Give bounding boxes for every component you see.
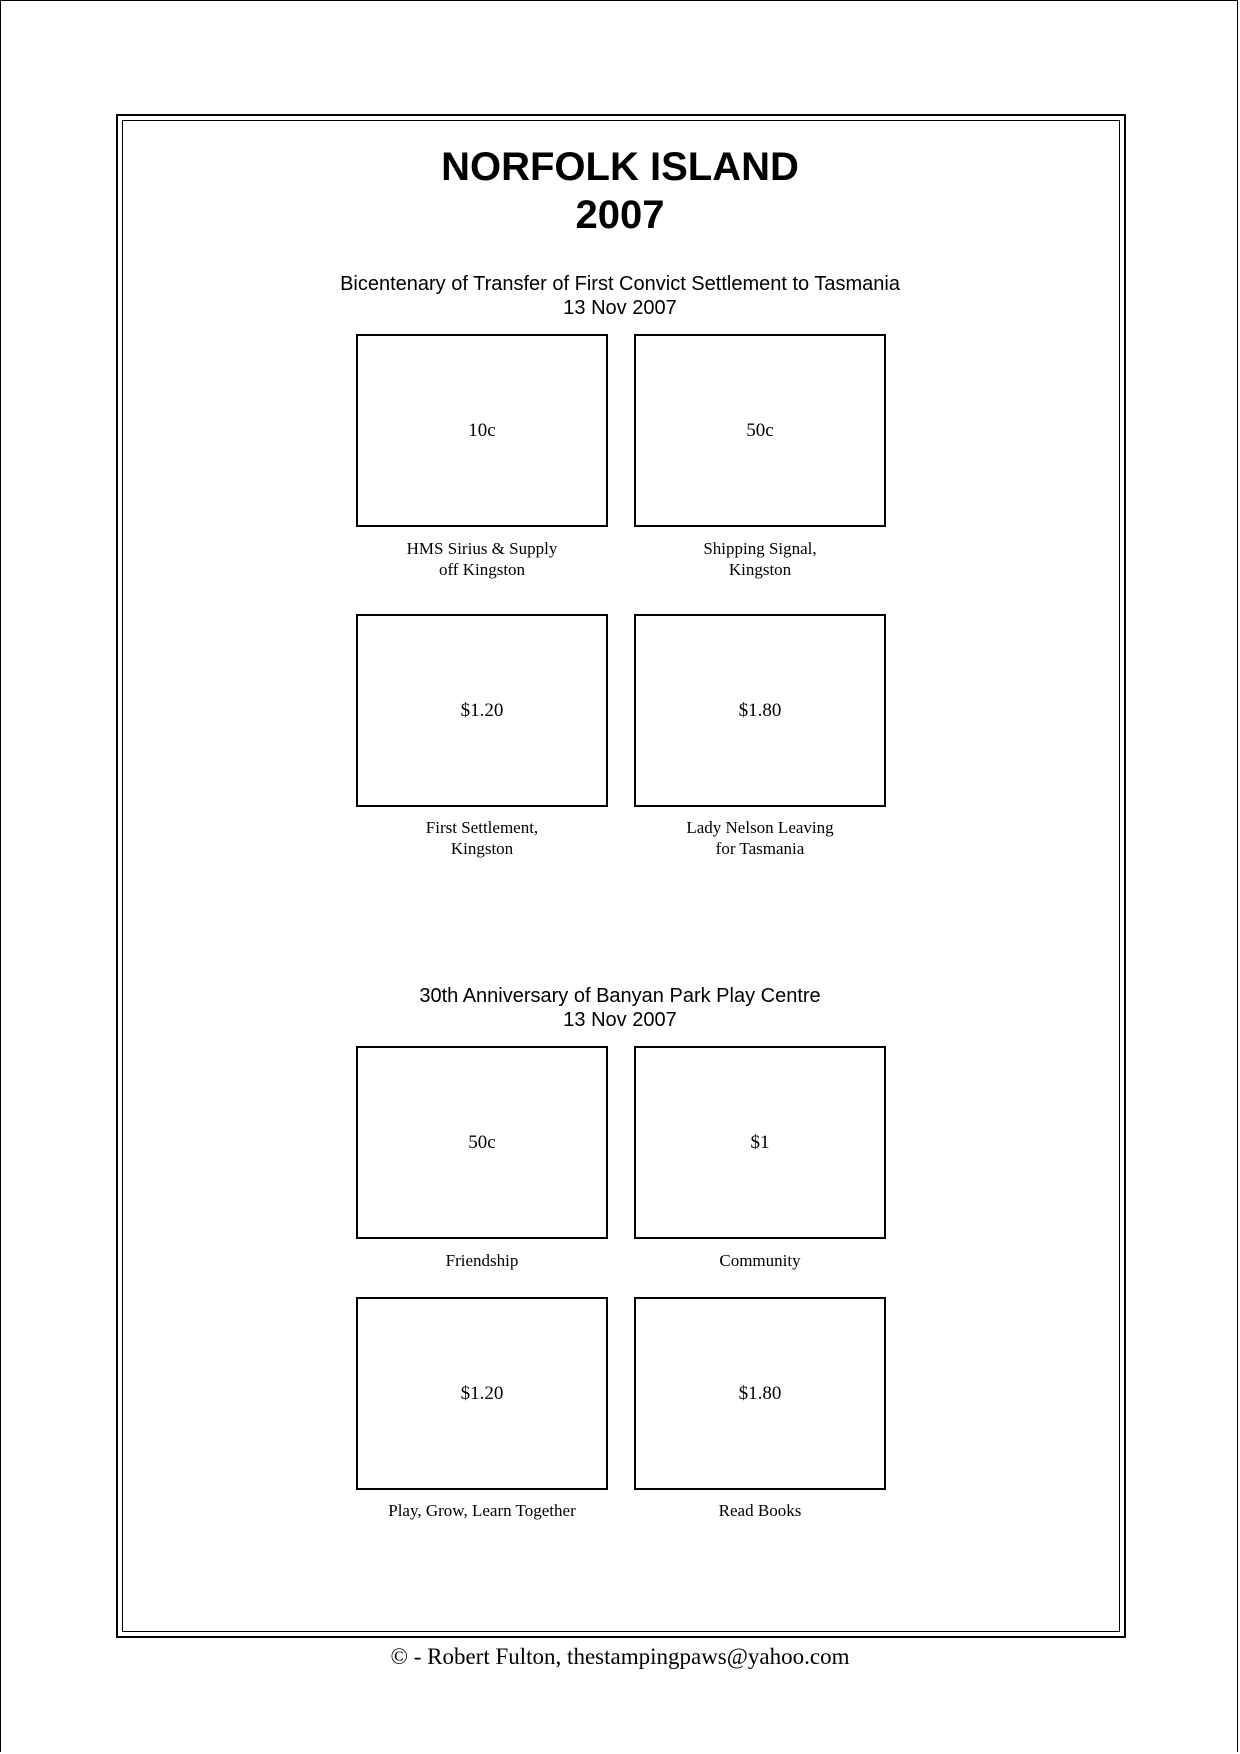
stamp-slot — [356, 614, 608, 807]
stamp-caption-line: Lady Nelson Leaving — [686, 818, 834, 837]
stamp-caption-line: Read Books — [718, 1501, 802, 1520]
stamp-value: $1.80 — [738, 699, 782, 721]
stamp-slot — [634, 614, 886, 807]
stamp-caption — [332, 1500, 632, 1521]
stamp-caption — [610, 817, 910, 859]
stamp-slot — [356, 334, 608, 527]
stamp-slot — [634, 334, 886, 527]
stamp-caption-line: for Tasmania — [715, 839, 805, 858]
stamp-caption — [332, 538, 632, 580]
copyright-footer: © - Robert Fulton, thestampingpaws@yahoo.com — [390, 1644, 850, 1669]
section-1-date: 13 Nov 2007 — [563, 297, 677, 319]
stamp-caption-line: Play, Grow, Learn Together — [388, 1501, 576, 1520]
page-year: 2007 — [575, 193, 665, 237]
stamp-caption — [332, 1250, 632, 1271]
stamp-slot — [356, 1046, 608, 1239]
stamp-caption-line: First Settlement, — [425, 818, 539, 837]
stamp-slot — [356, 1297, 608, 1490]
stamp-value: $1 — [750, 1131, 770, 1153]
stamp-caption — [610, 1500, 910, 1521]
stamp-value: 50c — [468, 1131, 496, 1153]
stamp-value: $1.20 — [460, 1382, 504, 1404]
stamp-caption-line: Friendship — [445, 1251, 519, 1270]
page-border-inner — [122, 120, 1120, 1632]
page-title: NORFOLK ISLAND — [441, 145, 799, 189]
stamp-caption-line: Kingston — [450, 839, 514, 858]
section-2-title: 30th Anniversary of Banyan Park Play Centre — [419, 985, 821, 1007]
stamp-caption — [610, 1250, 910, 1271]
stamp-value: 10c — [468, 419, 496, 441]
stamp-value: 50c — [746, 419, 774, 441]
stamp-caption-line: Community — [719, 1251, 801, 1270]
section-2-date: 13 Nov 2007 — [563, 1009, 677, 1031]
stamp-slot — [634, 1046, 886, 1239]
stamp-slot — [634, 1297, 886, 1490]
stamp-caption — [332, 817, 632, 859]
stamp-caption-line: Shipping Signal, — [703, 539, 817, 558]
stamp-value: $1.20 — [460, 699, 504, 721]
stamp-caption-line: Kingston — [728, 560, 792, 579]
stamp-caption — [610, 538, 910, 580]
stamp-value: $1.80 — [738, 1382, 782, 1404]
section-1-title: Bicentenary of Transfer of First Convict Settlement to Tasmania — [340, 273, 900, 295]
stamp-caption-line: off Kingston — [438, 560, 526, 579]
stamp-caption-line: HMS Sirius & Supply — [406, 539, 558, 558]
